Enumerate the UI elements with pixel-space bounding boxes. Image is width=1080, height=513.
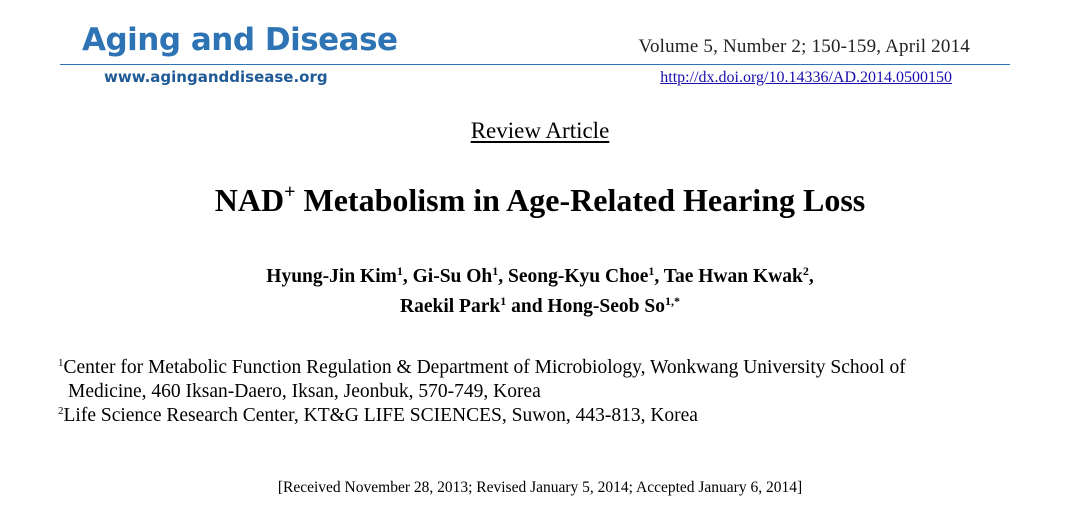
volume-info: Volume 5, Number 2; 150-159, April 2014 [638, 36, 970, 57]
author-line-2 [0, 292, 1080, 322]
affiliation-2 [58, 404, 1038, 428]
affiliation-line [58, 356, 1038, 380]
affiliations [58, 356, 1038, 428]
submission-dates: [Received November 28, 2013; Revised January 5, 2014; Accepted January 6, 2014] [277, 479, 803, 496]
author-name: Hong-Seob So [547, 296, 665, 317]
author-affiliation-mark: 1 [396, 264, 403, 278]
journal-url[interactable]: www.aginganddisease.org [104, 68, 328, 86]
author-separator: and [506, 296, 548, 317]
affiliation-text: Life Science Research Center, KT&G LIFE SCIENCES, Suwon, 443-813, Korea [63, 405, 698, 426]
doi-link[interactable]: http://dx.doi.org/10.14336/AD.2014.0500150 [660, 69, 952, 86]
author-affiliation-mark: 1 [500, 294, 507, 308]
author-name: Gi-Su Oh [412, 266, 493, 287]
affiliation-text: Center for Metabolic Function Regulation & Department of Microbiology, Wonkwang University School of [63, 357, 906, 378]
title-suffix: Metabolism in Age-Related Hearing Loss [295, 182, 866, 218]
author-affiliation-mark: 1,* [665, 294, 680, 308]
article-type [0, 116, 1080, 146]
header-divider [60, 64, 1010, 65]
author-affiliation-mark: 2 [802, 264, 809, 278]
author-affiliation-mark: 1 [492, 264, 499, 278]
affiliation-1 [58, 356, 1038, 404]
author-list [0, 262, 1080, 322]
author-name: Hyung-Jin Kim [266, 266, 397, 287]
title-prefix: NAD [214, 182, 285, 218]
author-separator: , [808, 266, 814, 287]
affiliation-number: 2 [58, 405, 64, 417]
author-separator: , [498, 266, 509, 287]
affiliation-number: 1 [58, 357, 64, 369]
author-name: Tae Hwan Kwak [663, 266, 803, 287]
author-separator: , [402, 266, 413, 287]
author-name: Seong-Kyu Choe [508, 266, 649, 287]
author-affiliation-mark: 1 [648, 264, 655, 278]
author-name: Raekil Park [400, 296, 501, 317]
title-superscript: + [284, 181, 296, 203]
author-line-1 [0, 262, 1080, 292]
affiliation-line-continued: Medicine, 460 Iksan-Daero, Iksan, Jeonbuk, 570-749, Korea [68, 381, 541, 402]
paper-title [0, 180, 1080, 220]
affiliation-line [58, 404, 1038, 428]
journal-name: Aging and Disease [82, 22, 398, 58]
article-type-label: Review Article [470, 118, 610, 143]
author-separator: , [654, 266, 664, 287]
